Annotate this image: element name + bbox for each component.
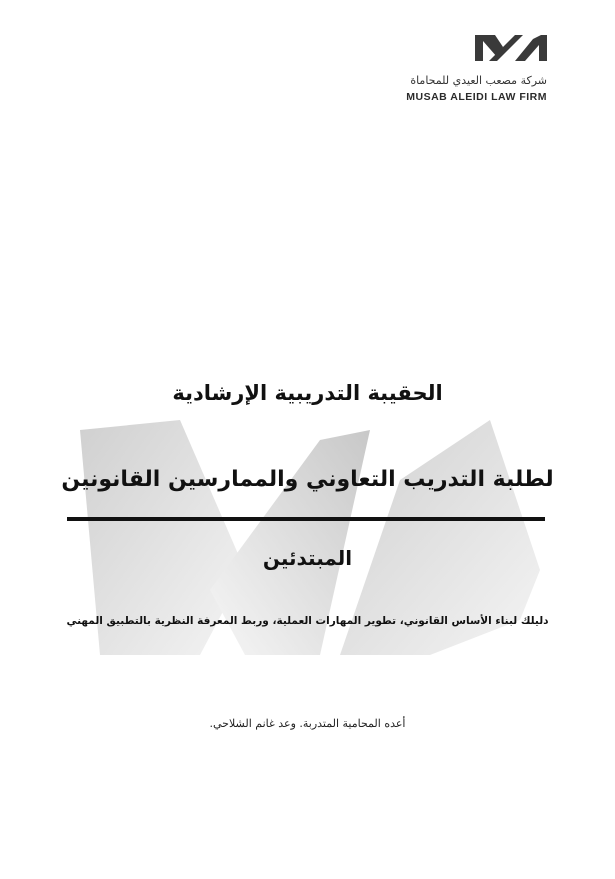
title-divider [67, 517, 545, 521]
title-line-2: لطلبة التدريب التعاوني والممارسين القانونين [61, 467, 554, 492]
logo-watermark [70, 420, 550, 670]
firm-name-arabic: شركة مصعب العيدي للمحاماة [410, 74, 547, 87]
document-subtitle: دليلك لبناء الأساس القانوني، تطوير المهارات العملية، وربط المعرفة النظرية بالتطبيق المهني [66, 615, 549, 627]
title-line-3: المبتدئين [262, 546, 353, 570]
author-credit: أعده المحامية المتدربة. وعد غانم الشلاحي. [209, 717, 406, 730]
firm-name-english: MUSAB ALEIDI LAW FIRM [406, 91, 547, 103]
title-line-1: الحقيبة التدريبية الإرشادية [172, 381, 443, 405]
firm-logo-icon [475, 33, 547, 63]
